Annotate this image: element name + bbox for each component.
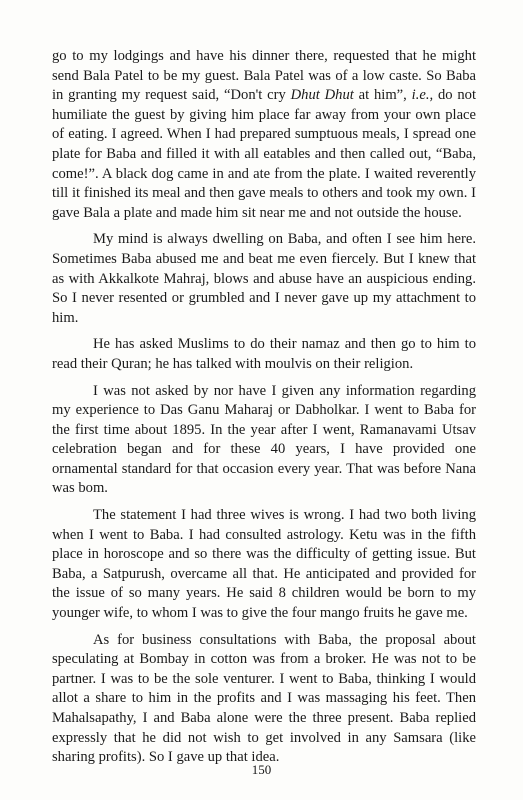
text-segment: As for business consultations with Baba, the proposal about speculating at Bombay in cotton was from a broker. He was not to be partner. I was to be the sole venturer. I went to Baba, thinking I would allot a share to him in the profits and I was massaging his feet. Then Mahalsapathy, I and Baba alone were the three present. Baba replied expressly that he did not wish to get involved in any Samsara (like sharing profits). So I gave up that idea.: [52, 631, 476, 766]
paragraph: [52, 382, 476, 500]
paragraph: [52, 335, 476, 374]
text-segment: The statement I had three wives is wrong. I had two both living when I went to Baba. I had consulted astrology. Ketu was in the fifth place in horoscope and so there was the difficulty of getting issue. But Baba, a Satpurush, overcame all that. He anticipated and provided for the issue of so many years. He said 8 children would be born to my younger wife, to whom I was to give the four mango fruits he gave me.: [52, 507, 476, 622]
page-number: 150: [251, 762, 272, 777]
body-text: [52, 47, 476, 775]
text-segment: do not humiliate the guest by giving him place far away from your own place of eating. I agreed. When I had prepared sumptuous meals, I spread one plate for Baba and filled it with all eatables and then called out, “Baba, come!”. A black dog came in and ate from the plate. I waited reverently till it finished its meal and then gave meals to others and took my own. I gave Bala a plate and made him sit near me and not outside the house.: [52, 87, 477, 221]
text-segment: My mind is always dwelling on Baba, and often I see him here. Sometimes Baba abused me and beat me even fiercely. But I knew that as with Akkalkote Mahraj, blows and abuse have an auspicious ending. So I never resented or grumbled and I never gave up my attachment to him.: [52, 231, 476, 326]
italic-text: Dhut Dhut: [290, 87, 354, 104]
text-segment: at him”,: [353, 87, 412, 104]
paragraph: [52, 631, 476, 768]
italic-text: i.e.,: [411, 87, 434, 104]
text-segment: go to my lodgings and have his dinner there, requested that he might send Bala Patel to be my guest. Bala Patel was of a low caste. So Baba in granting my request said, “Don't cry: [52, 48, 476, 104]
paragraph: [52, 506, 476, 624]
text-segment: I was not asked by nor have I given any information regarding my experience to Das Ganu Maharaj or Dabholkar. I went to Baba for the first time about 1895. In the year after I went, Ramanavami Utsav celebration began and for these 40 years, I have provided one ornamental standard for that occasion every year. That was before Nana was bom.: [52, 382, 476, 497]
text-segment: He has asked Muslims to do their namaz and then go to him to read their Quran; he has talked with moulvis on their religion.: [52, 336, 476, 372]
paragraph: [52, 47, 476, 223]
paragraph: [52, 230, 476, 328]
